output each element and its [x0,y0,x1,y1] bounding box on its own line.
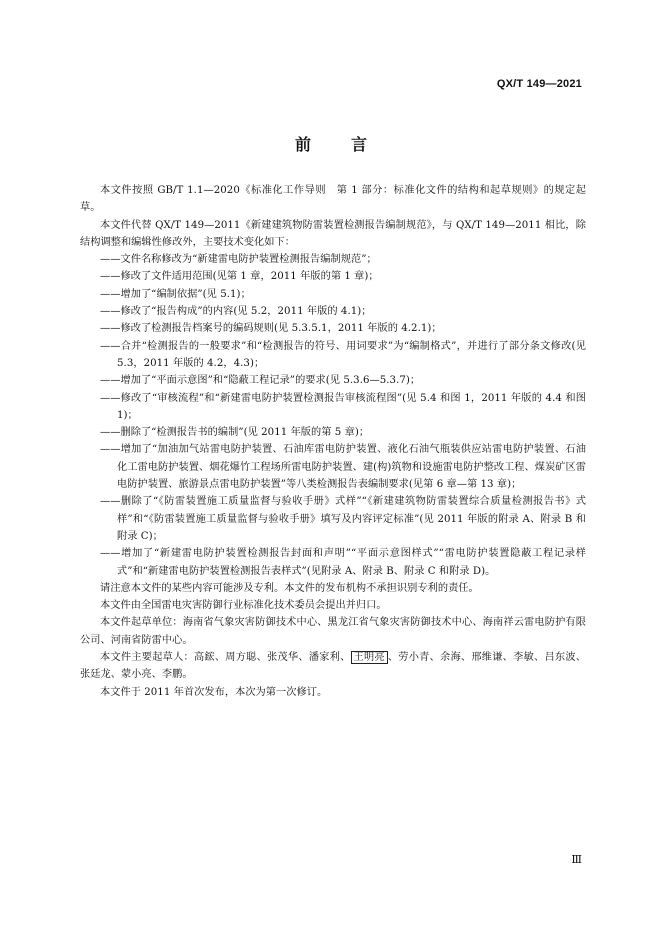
drafters-before: 本文件主要起草人：高鋐、周方聪、张茂华、潘家利、 [100,652,351,664]
change-item: ——删除了“《防雷装置施工质量监督与验收手册》式样”“《新建建筑物防雷装置综合质量检测报告书》式样”和“《防雷装置施工质量监督与验收手册》填写及内容评定标准”(见 2011 年版的附录 A、附录 B 和附录 C)； [100,496,586,542]
title-char-1: 前 [294,135,311,154]
highlighted-drafter-name: 王明亮 [351,651,388,664]
change-item: ——增加了“编制依据”(见 5.1)； [100,288,251,300]
change-item: ——文件名称修改为“新建雷电防护装置检测报告编制规范”； [100,254,377,266]
change-item: ——修改了文件适用范围(见第 1 章，2011 年版的第 1 章)； [100,271,379,283]
paragraph-proposer: 本文件由全国雷电灾害防御行业标准化技术委员会提出并归口。 [100,600,387,612]
change-item: ——修改了检测报告档案号的编码规则(见 5.3.5.1，2011 年版的 4.2.1)； [100,323,442,335]
drafters-after: 、劳小青、余海、邢维谦、李敏、吕东波、张廷龙、蒙小亮、李鹏。 [80,652,586,681]
change-item: ——修改了“报告构成”的内容(见 5.2，2011 年版的 4.1)； [100,306,372,318]
paragraph-drafters [80,649,586,684]
change-item: ——增加了“新建雷电防护装置检测报告封面和声明”“平面示意图样式”“雷电防护装置隐蔽工程记录样式”和“新建雷电防护装置检测报告表样式”(见附录 A、附录 B、附录 C 和附录 D)。 [100,548,586,577]
paragraph-patent-notice: 请注意本文件的某些内容可能涉及专利。本文件的发布机构不承担识别专利的责任。 [100,582,479,594]
paragraph-replacement: 本文件代替 QX/T 149—2011《新建建筑物防雷装置检测报告编制规范》，与 QX/T 149—2011 相比，除结构调整和编辑性修改外，主要技术变化如下： [80,219,586,248]
change-item: ——合并“检测报告的一般要求”和“检测报告的符号、用词要求”为“编制格式”，并进行了部分条文修改(见 5.3，2011 年版的 4.2，4.3)； [100,340,586,369]
page-title [0,132,662,155]
paragraph-drafting-units: 本文件起草单位：海南省气象灾害防御技术中心、黑龙江省气象灾害防御技术中心、海南祥云雷电防护有限公司、河南省防雷中心。 [80,617,586,646]
change-item: ——增加了“平面示意图”和“隐蔽工程记录”的要求(见 5.3.6—5.3.7)； [100,375,421,387]
title-char-2: 言 [351,135,368,154]
change-item: ——增加了“加油加气站雷电防护装置、石油库雷电防护装置、液化石油气瓶装供应站雷电防护装置、石油化工雷电防护装置、烟花爆竹工程场所雷电防护装置、建(构)筑物和设施雷电防护整改工程、煤炭矿区雷电防护装置、旅游景点雷电防护装置”等八类检测报告表编制要求(见第 6 章—第 13 章)； [100,444,586,491]
page-number: Ⅲ [571,853,582,866]
standard-code: QX/T 149—2021 [496,78,582,90]
paragraph-history: 本文件于 2011 年首次发布，本次为第一次修订。 [100,686,328,698]
change-item: ——删除了“检测报告书的编制”(见 2011 年版的第 5 章)； [100,427,370,439]
foreword-body [80,182,586,701]
change-item: ——修改了“审核流程”和“新建雷电防护装置检测报告审核流程图”(见 5.4 和图 1，2011 年版的 4.4 和图 1)； [100,392,586,421]
paragraph-drafting-basis: 本文件按照 GB/T 1.1—2020《标准化工作导则 第 1 部分：标准化文件的结构和起草规则》的规定起草。 [80,185,586,214]
